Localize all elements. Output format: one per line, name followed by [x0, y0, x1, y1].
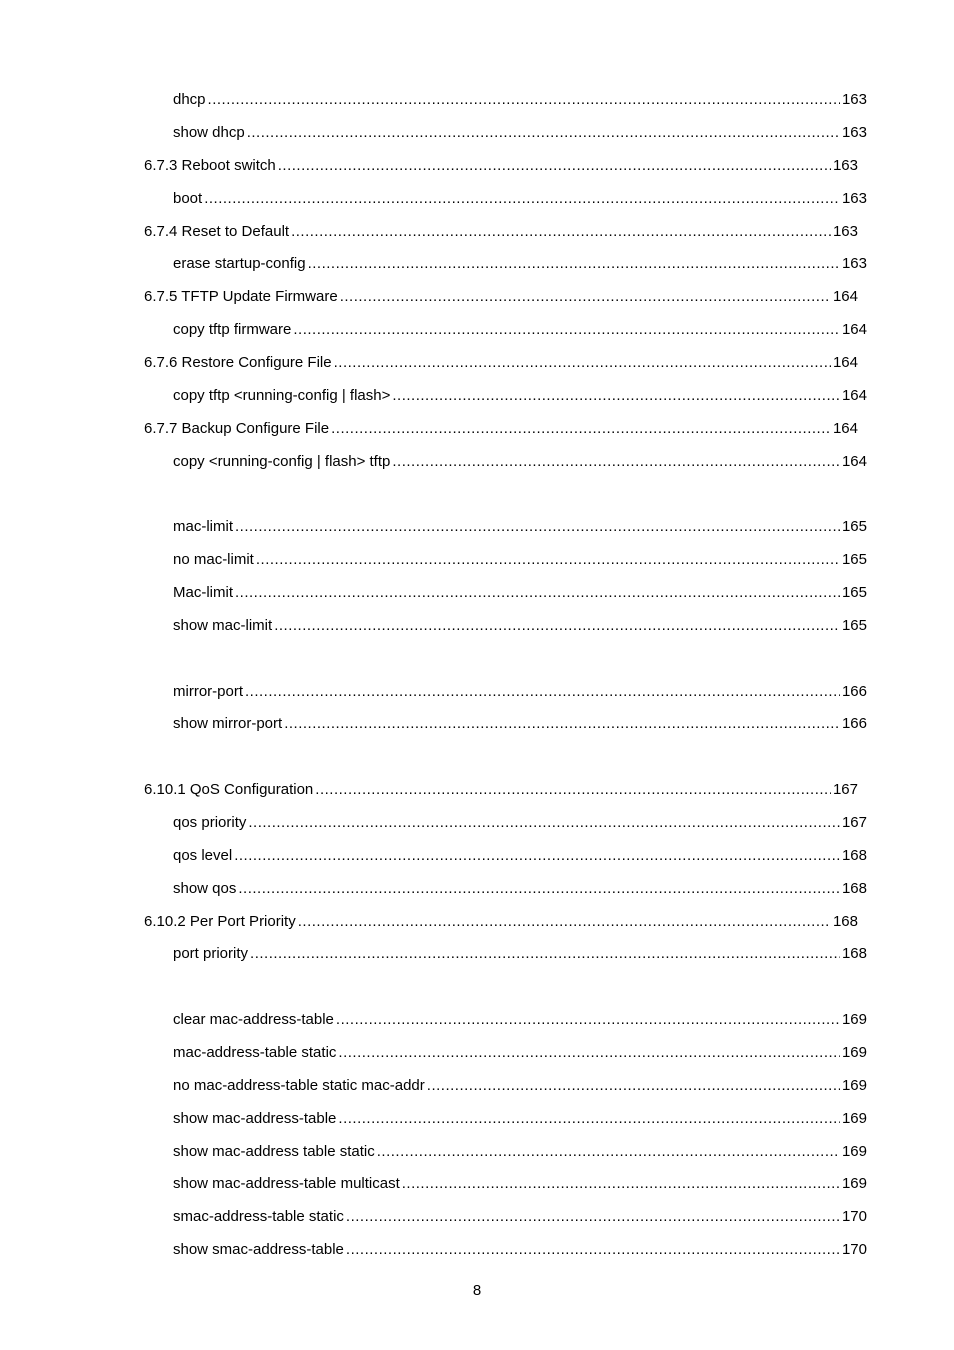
toc-entry-title: boot	[173, 190, 203, 207]
toc-entry-title: no mac-limit	[173, 551, 254, 568]
toc-dot-leader	[392, 386, 840, 406]
toc-entry-title: 6.7.4 Reset to Default	[144, 223, 290, 240]
toc-dot-leader	[427, 1076, 840, 1096]
toc-entry[interactable]	[173, 1076, 867, 1096]
toc-entry[interactable]	[173, 1043, 867, 1063]
toc-entry-page: 163	[841, 190, 867, 207]
toc-entry-page: 170	[841, 1208, 867, 1225]
toc-entry-page: 164	[832, 354, 858, 371]
toc-entry[interactable]	[173, 616, 867, 636]
toc-entry-title: show mac-address-table multicast	[173, 1175, 400, 1192]
page-number: 8	[472, 1282, 482, 1299]
toc-dot-leader	[334, 353, 831, 373]
toc-entry[interactable]	[144, 156, 858, 176]
toc-entry-page: 164	[841, 387, 867, 404]
toc-dot-leader	[235, 517, 840, 537]
toc-dot-leader	[340, 287, 831, 307]
toc-dot-leader	[298, 912, 831, 932]
toc-entry-page: 164	[841, 453, 867, 470]
toc-entry-title: 6.7.7 Backup Configure File	[144, 420, 330, 437]
toc-entry-title: 6.7.3 Reboot switch	[144, 157, 276, 174]
toc-entry[interactable]	[173, 1109, 867, 1129]
toc-dot-leader	[346, 1240, 840, 1260]
toc-entry-page: 165	[841, 551, 867, 568]
toc-entry[interactable]	[173, 846, 867, 866]
toc-entry-title: show mac-address table static	[173, 1143, 375, 1160]
toc-entry-title: no mac-address-table static mac-addr	[173, 1077, 425, 1094]
toc-entry[interactable]	[173, 452, 867, 472]
toc-entry-title: show mac-limit	[173, 617, 273, 634]
toc-entry-title: qos level	[173, 847, 233, 864]
toc-dot-leader	[256, 550, 840, 570]
toc-dot-leader	[336, 1010, 840, 1030]
toc-dot-leader	[245, 682, 840, 702]
toc-entry-page: 163	[841, 91, 867, 108]
toc-entry-page: 169	[841, 1143, 867, 1160]
toc-entry[interactable]	[173, 583, 867, 603]
toc-entry-page: 164	[832, 288, 858, 305]
toc-entry[interactable]	[173, 682, 867, 702]
toc-entry-page: 166	[841, 683, 867, 700]
toc-dot-leader	[315, 780, 831, 800]
toc-dot-leader	[338, 1043, 840, 1063]
toc-entry-title: Mac-limit	[173, 584, 233, 601]
toc-entry-title: mac-address-table static	[173, 1044, 337, 1061]
toc-entry-page: 169	[841, 1044, 867, 1061]
toc-dot-leader	[377, 1142, 840, 1162]
toc-entry-title: show mirror-port	[173, 715, 283, 732]
toc-entry[interactable]	[173, 714, 867, 734]
toc-entry[interactable]	[173, 189, 867, 209]
toc-entry-title: show smac-address-table	[173, 1241, 344, 1258]
toc-entry-page: 163	[841, 255, 867, 272]
toc-entry-page: 165	[841, 617, 867, 634]
toc-entry-title: port priority	[173, 945, 249, 962]
toc-dot-leader	[402, 1174, 840, 1194]
toc-entry-title: smac-address-table static	[173, 1208, 344, 1225]
toc-dot-leader	[234, 846, 840, 866]
toc-entry[interactable]	[173, 550, 867, 570]
toc-entry[interactable]	[173, 254, 867, 274]
toc-entry-page: 168	[841, 945, 867, 962]
toc-entry[interactable]	[173, 1174, 867, 1194]
toc-dot-leader	[248, 813, 840, 833]
toc-entry[interactable]	[144, 222, 858, 242]
toc-dot-leader	[247, 123, 840, 143]
toc-entry[interactable]	[173, 386, 867, 406]
toc-entry-title: mirror-port	[173, 683, 243, 700]
toc-entry-page: 166	[841, 715, 867, 732]
toc-entry-title: copy tftp firmware	[173, 321, 292, 338]
toc-entry-page: 168	[841, 880, 867, 897]
toc-dot-leader	[204, 189, 840, 209]
toc-entry-title: 6.10.1 QoS Configuration	[144, 781, 314, 798]
toc-entry-page: 168	[832, 913, 858, 930]
toc-entry[interactable]	[173, 1240, 867, 1260]
toc-dot-leader	[293, 320, 840, 340]
toc-entry-title: show mac-address-table	[173, 1110, 337, 1127]
toc-entry-page: 167	[841, 814, 867, 831]
toc-dot-leader	[274, 616, 840, 636]
toc-entry[interactable]	[144, 419, 858, 439]
toc-entry[interactable]	[173, 1142, 867, 1162]
toc-dot-leader	[392, 452, 840, 472]
toc-dot-leader	[278, 156, 831, 176]
toc-entry-title: show dhcp	[173, 124, 245, 141]
toc-entry-page: 163	[841, 124, 867, 141]
toc-entry[interactable]	[144, 287, 858, 307]
toc-entry[interactable]	[173, 813, 867, 833]
toc-entry-page: 163	[832, 157, 858, 174]
toc-entry-title: copy <running-config | flash> tftp	[173, 453, 391, 470]
toc-entry[interactable]	[173, 1207, 867, 1227]
toc-dot-leader	[331, 419, 831, 439]
toc-dot-leader	[338, 1109, 840, 1129]
toc-entry-title: qos priority	[173, 814, 247, 831]
toc-entry[interactable]	[173, 123, 867, 143]
toc-entry-page: 170	[841, 1241, 867, 1258]
toc-dot-leader	[235, 583, 840, 603]
toc-dot-leader	[250, 944, 840, 964]
toc-entry-title: 6.7.6 Restore Configure File	[144, 354, 332, 371]
toc-dot-leader	[284, 714, 840, 734]
toc-entry-title: 6.7.5 TFTP Update Firmware	[144, 288, 338, 305]
toc-entry-title: mac-limit	[173, 518, 233, 535]
toc-entry-page: 163	[832, 223, 858, 240]
toc-entry-title: clear mac-address-table	[173, 1011, 334, 1028]
toc-entry-title: dhcp	[173, 91, 206, 108]
toc-entry[interactable]	[173, 90, 867, 110]
toc-entry-page: 168	[841, 847, 867, 864]
toc-entry-page: 169	[841, 1077, 867, 1094]
toc-entry[interactable]	[144, 780, 858, 800]
toc-entry-page: 164	[832, 420, 858, 437]
toc-entry-page: 165	[841, 584, 867, 601]
toc-dot-leader	[308, 254, 840, 274]
toc-entry-page: 164	[841, 321, 867, 338]
toc-entry-page: 169	[841, 1175, 867, 1192]
toc-entry[interactable]	[173, 320, 867, 340]
toc-entry[interactable]	[173, 879, 867, 899]
toc-entry[interactable]	[144, 912, 858, 932]
toc-entry[interactable]	[173, 944, 867, 964]
toc-entry[interactable]	[144, 353, 858, 373]
toc-dot-leader	[291, 222, 831, 242]
toc-entry[interactable]	[173, 517, 867, 537]
toc-entry-title: show qos	[173, 880, 237, 897]
toc-entry[interactable]	[173, 1010, 867, 1030]
toc-entry-title: copy tftp <running-config | flash>	[173, 387, 391, 404]
toc-dot-leader	[208, 90, 840, 110]
toc-dot-leader	[346, 1207, 840, 1227]
toc-entry-title: erase startup-config	[173, 255, 306, 272]
toc-entry-page: 169	[841, 1110, 867, 1127]
toc-entry-page: 165	[841, 518, 867, 535]
toc-entry-page: 169	[841, 1011, 867, 1028]
toc-entry-title: 6.10.2 Per Port Priority	[144, 913, 296, 930]
toc-dot-leader	[238, 879, 840, 899]
toc-entry-page: 167	[832, 781, 858, 798]
